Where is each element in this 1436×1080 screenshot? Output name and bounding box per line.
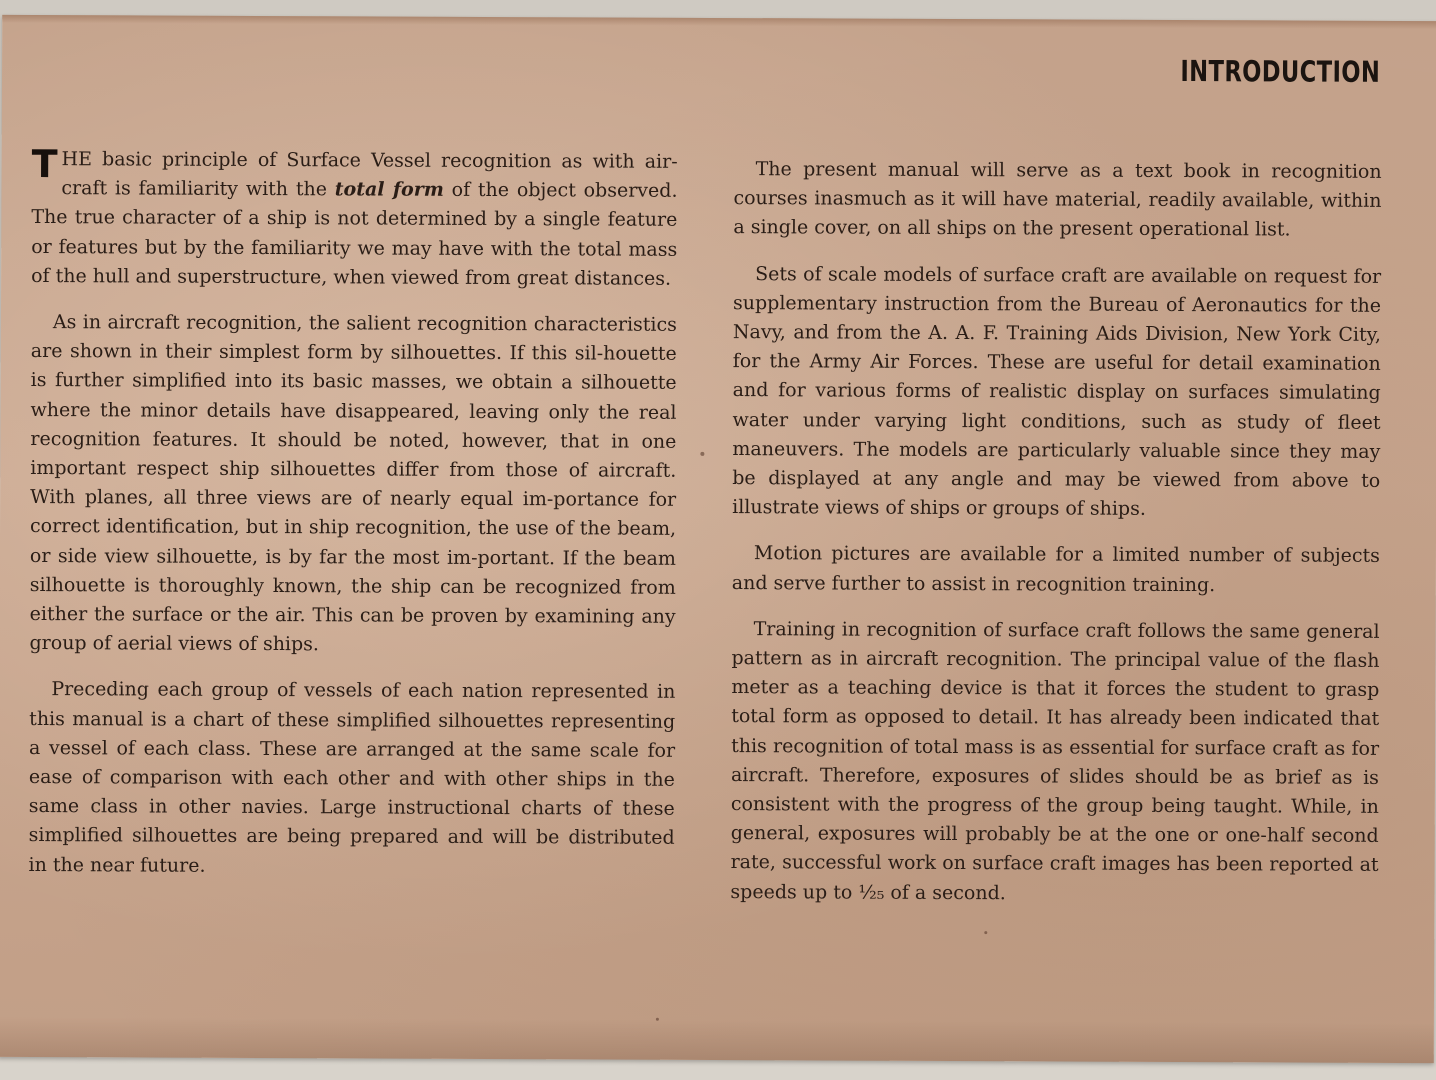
right-column	[730, 155, 1381, 927]
right-paragraph-1: The present manual will serve as a text book in recognition courses inasmuch as it will have material, readily available, within a single cover, on all ships on the present operational list.	[733, 158, 1382, 241]
right-paragraph-3: Motion pictures are available for a limited number of subjects and serve further to assist in recognition training.	[731, 542, 1380, 596]
document-page	[0, 15, 1436, 1063]
left-paragraph-1-text-b: of the object observed. The true character of a ship is not determined by a single feature or features but by the familiarity we may have with the total mass of the hull and superstructure, when viewed from great distances.	[31, 179, 678, 290]
paper-speck	[656, 1018, 659, 1021]
emphasis-total-form: total form	[334, 178, 444, 202]
page-heading: INTRODUCTION	[1180, 54, 1381, 89]
paper-speck	[700, 452, 704, 456]
left-paragraph-1-text-a: HE basic principle of Surface Vessel recognition as with air-craft is familiarity with the	[61, 148, 678, 201]
right-paragraph-2: Sets of scale models of surface craft are available on request for supplementary instruction from the Bureau of Aeronautics for the Navy, and from the A. A. F. Training Aids Division, New York City, for the Army Air Forces. These are useful for detail examination and for various forms of realistic display on surfaces simulating water under varying light conditions, such as study of fleet maneuvers. The models are particularly valuable since they may be displayed at any angle and may be viewed from above to illustrate views of ships or groups of ships.	[732, 262, 1382, 521]
left-column	[28, 142, 678, 900]
paper-speck	[984, 931, 987, 934]
left-paragraph-1	[31, 142, 678, 294]
drop-cap: T	[31, 142, 58, 187]
left-paragraph-2: As in aircraft recognition, the salient recognition characteristics are shown in their simplest form by silhouettes. If this sil-houette is further simplified into its basic masses, we obtain a silhouette where the minor details have disappeared, leaving only the real recognition features. It should be noted, however, that in one important respect ship silhouettes differ from those of aircraft. With planes, all three views are of nearly equal im-portance for correct identification, but in ship recognition, the use of the beam, or side view silhouette, is by far the most im-portant. If the beam silhouette is thoroughly known, the ship can be recognized from either the surface or the air. This can be proven by examining any group of aerial views of ships.	[29, 311, 677, 656]
right-paragraph-4: Training in recognition of surface craft follows the same general pattern as in aircraft recognition. The principal value of the flash meter as a teaching device is that it forces the student to grasp total form as opposed to detail. It has already been indicated that this recognition of total mass is as essential for surface craft as for aircraft. Therefore, exposures of slides should be as brief as is consistent with the progress of the group being taught. While, in general, exposures will probably be at the one or one-half second rate, successful work on surface craft images has been reported at speeds up to ⅟₂₅ of a second.	[730, 618, 1380, 904]
left-paragraph-3: Preceding each group of vessels of each nation represented in this manual is a chart of these simplified silhouettes representing a vessel of each class. These are arranged at the same scale for ease of comparison with each other and with other ships in the same class in other navies. Large instructional charts of these simplified silhouettes are being prepared and will be distributed in the near future.	[28, 678, 676, 877]
page-bottom-shadow	[0, 1017, 1434, 1063]
